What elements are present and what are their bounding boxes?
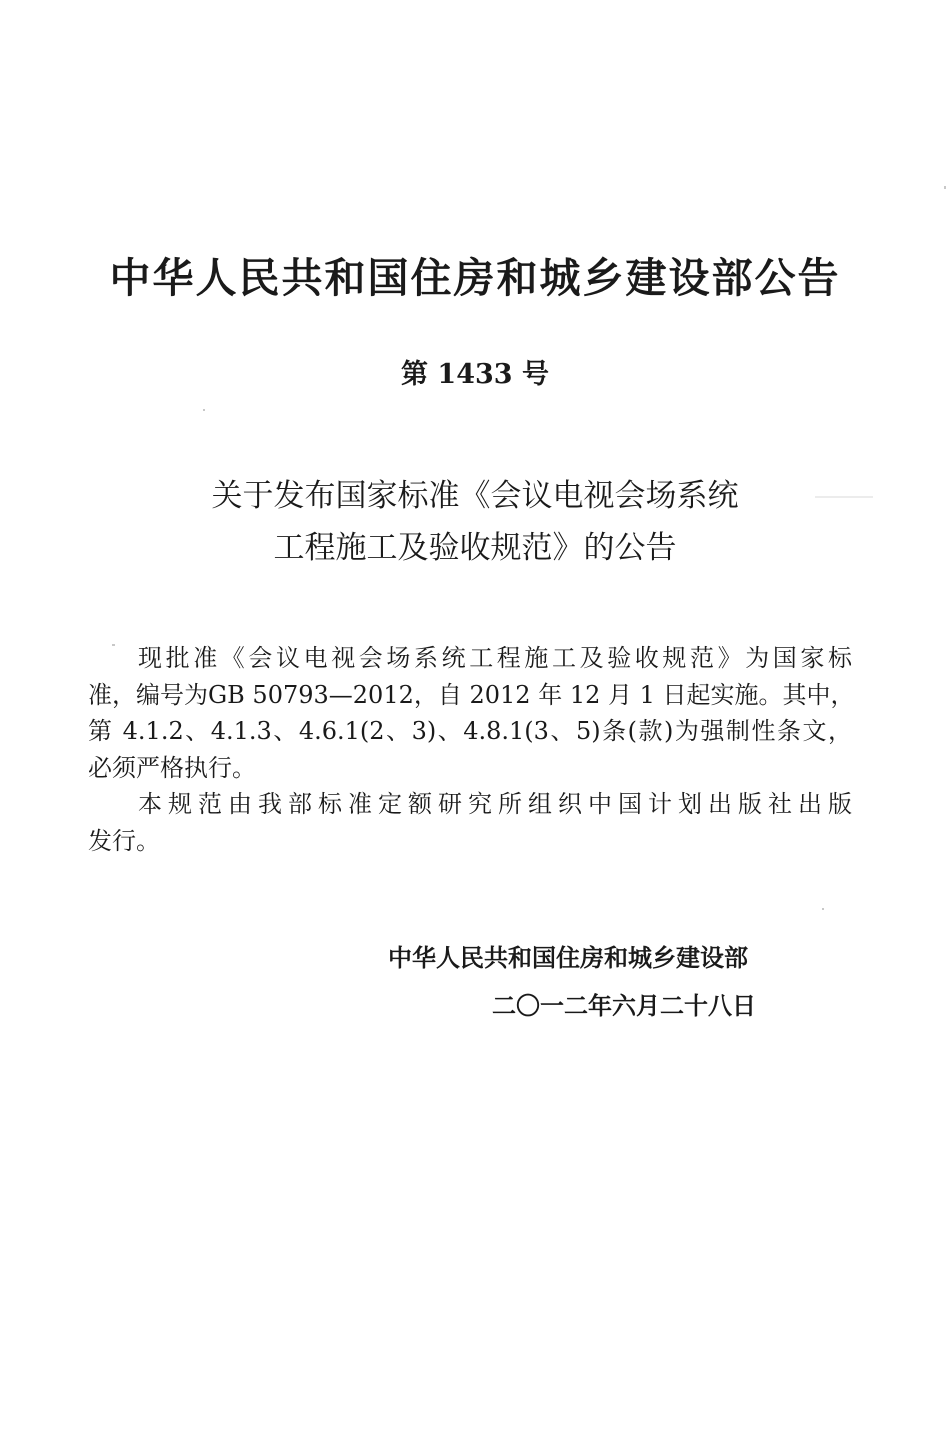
scan-speck — [944, 186, 946, 189]
signature-block — [388, 934, 792, 1030]
announcement-subject — [0, 470, 950, 574]
paragraph-2-line: 发行。 — [88, 826, 160, 855]
announcement-body — [88, 640, 855, 859]
paragraph-1-line: 必须严格执行。 — [88, 753, 256, 782]
subject-line: 工程施工及验收规范》的公告 — [273, 530, 677, 566]
notice-number: 第 1433 号 — [401, 359, 549, 390]
scan-speck — [112, 644, 115, 646]
scan-speck — [815, 496, 873, 498]
paragraph-1-line: 现批准《会议电视会场系统工程施工及验收规范》为国家标 — [138, 644, 852, 672]
paragraph-2-line: 本规范由我部标准定额研究所组织中国计划出版社出版 — [138, 790, 852, 818]
subject-line: 关于发布国家标准《会议电视会场系统 — [211, 478, 739, 514]
scan-speck — [203, 409, 205, 411]
signing-date: 二〇一二年六月二十八日 — [492, 992, 756, 1020]
scan-speck — [822, 908, 824, 910]
issuer-title: 中华人民共和国住房和城乡建设部公告 — [109, 254, 841, 302]
paragraph-1-line: 第 4.1.2、4.1.3、4.6.1(2、3)、4.8.1(3、5)条(款)为强制性条文， — [88, 717, 852, 745]
signing-authority: 中华人民共和国住房和城乡建设部 — [388, 944, 748, 972]
paragraph-1-line: 准，编号为GB 50793—2012，自 2012 年 12 月 1 日起实施。其中， — [88, 680, 855, 709]
